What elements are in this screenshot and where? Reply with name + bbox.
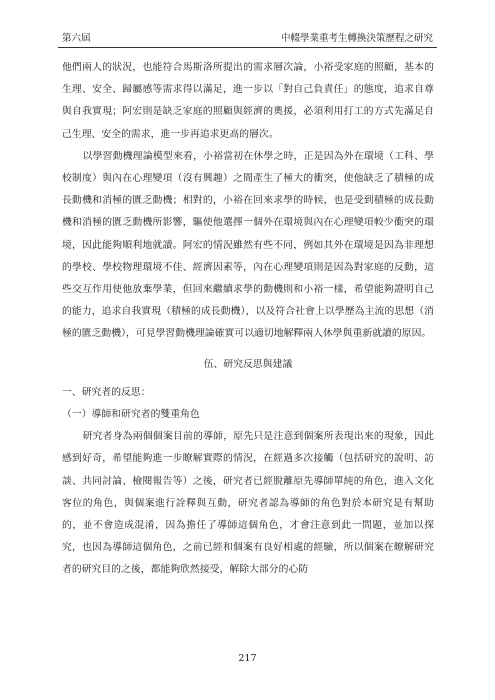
page-body xyxy=(62,57,434,582)
body-paragraph: 研究者身為兩個個案目前的導師，原先只是注意到個案所表現出來的現象，因此感到好奇，希望能夠進一步瞭解實際的情況，在經過多次接觸（包括研究的說明、訪談、共同討論、檢閱報告等）之後，研究者已經脫離原先導師單純的角色，進入文化客位的角色，與個案進行詮釋與互動，研究者認為導師的角色對於本研究是有幫助的，並不會造成混淆，因為擔任了導師這個角色，才會注意到此一問題，並加以探究，也因為導師這個角色，之前已經和個案有良好相處的經驗，所以個案在瞭解研究者的研究目的之後，都能夠欣然接受，解除大部分的心防 xyxy=(62,431,434,576)
header-paper-title: 中輟學業重考生轉換決策歷程之研究 xyxy=(280,33,433,44)
header-divider xyxy=(58,47,437,48)
body-paragraph: 他們兩人的狀況，也能符合馬斯洛所提出的需求層次論，小裕受家庭的照顧，基本的生理、安全、歸屬感等需求得以滿足，進一步以「對自己負責任」的態度，追求自尊與自我實現；阿宏則是缺乏家庭的照顧與經濟的奧援，必須利用打工的方式先滿足自己生理、安全的需求，進一步再追求更高的層次。 xyxy=(62,62,434,140)
header-conference-label: 第六屆 xyxy=(62,33,91,44)
running-header xyxy=(62,30,433,44)
body-paragraph: 以學習動機理論模型來看，小裕當初在休學之時，正是因為外在環境（工科、學校制度）與內在心理變項（沒有興趣）之間產生了極大的衝突，使他缺乏了積極的成長動機和消極的匱乏動機；相對的，小裕在回來求學的時候，也是受到積極的成長動機和消極的匱乏動機所影響，驅使他選擇一個外在環境與內在心理變項較少衝突的環境，因此能夠順利地就讀。阿宏的情況雖然有些不同，例如其外在環境是因為非理想的學校、學校物理環境不佳、經濟因素等，內在心理變項則是因為對家庭的反動，這些交互作用使他放棄學業，但回來繼續求學的動機則和小裕一樣，希望能夠證明自己的能力，追求自我實現（積極的成長動機），以及符合社會上以學歷為主流的思想（消極的匱乏動機），可見學習動機理論確實可以適切地解釋兩人休學與重新就讀的原因。 xyxy=(62,150,434,340)
subsubsection-heading: （一）導師和研究者的雙重角色 xyxy=(62,409,200,421)
page-number: 217 xyxy=(238,653,257,664)
subsection-heading: 一、研究者的反思： xyxy=(62,386,151,398)
section-title: 伍、研究反思與建議 xyxy=(203,358,293,370)
